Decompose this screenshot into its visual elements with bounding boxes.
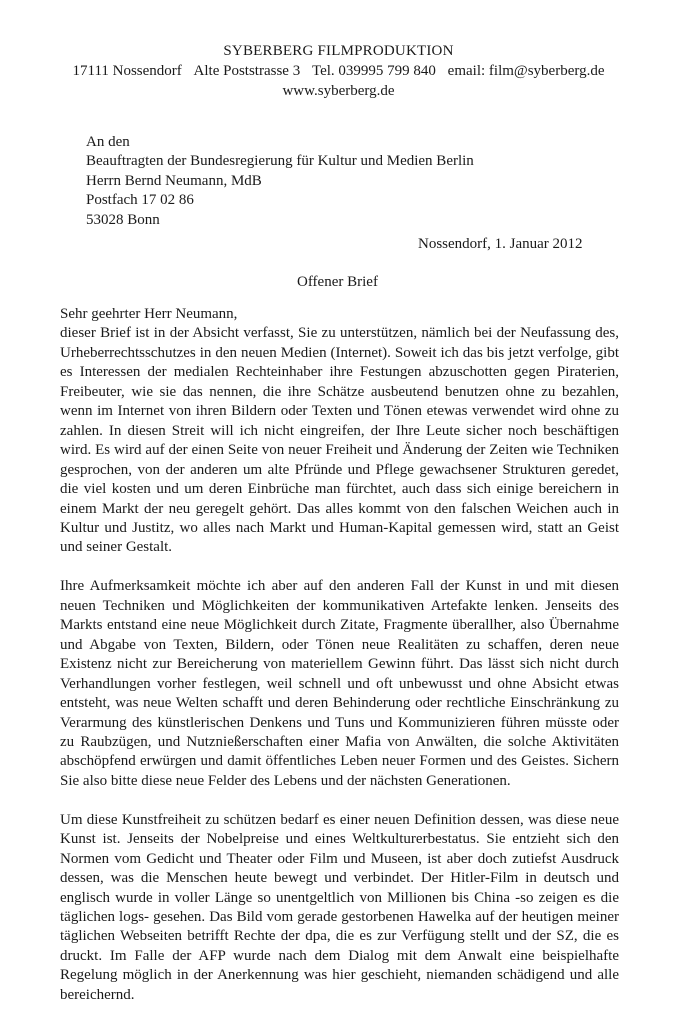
letter-body: [60, 305, 619, 1025]
recipient-line: 53028 Bonn: [86, 211, 160, 228]
body-paragraph-3: Um diese Kunstfreiheit zu schützen bedarf es einer neuen Definition dessen, was diese neue Kunst ist. Jenseits der Nobelpreise und eines Weltkulturerbestatus. Sie entzieht sich den Normen vom Gedicht und Theater oder Film und Museen, ist aber doch zutiefst Ausdruck dessen, was die Menschen heute bewegt und verbindet. Der Hitler-Film in deutsch und englisch wurde in voller Länge so unentgeltlich von Millionen bis China -so zeigen es die täglichen logs- gesehen. Das Bild vom gerade gestorbenen Hawelka auf der heutigen meiner täglichen Webseiten betrifft Rechte der dpa, die es zur Verfügung stellt und der SZ, die es druckt. Im Falle der AFP wurde nach dem Dialog mit dem Anwalt eine beispielhafte Regelung möglich in der Anerkennung was hier geschieht, niemanden schädigend und alle bereichernd.: [60, 811, 619, 1003]
letterhead: [0, 41, 677, 101]
recipient-line: Postfach 17 02 86: [86, 192, 194, 209]
phone-number: Tel. 039995 799 840: [311, 63, 436, 79]
company-address: [0, 61, 677, 81]
recipient-address-block: [86, 133, 474, 230]
recipient-line: Herrn Bernd Neumann, MdB: [86, 172, 262, 189]
company-name: SYBERBERG FILMPRODUKTION: [223, 43, 454, 59]
email-address: email: film@syberberg.de: [447, 63, 605, 79]
salutation: Sehr geehrter Herr Neumann,: [60, 306, 238, 322]
recipient-line: Beauftragten der Bundesregierung für Kultur und Medien Berlin: [86, 153, 474, 170]
website-url: www.syberberg.de: [282, 83, 395, 99]
letter-subject: Offener Brief: [297, 274, 378, 290]
postal-code-city: 17111 Nossendorf: [72, 63, 182, 79]
date-line: Nossendorf, 1. Januar 2012: [418, 236, 583, 252]
body-paragraph-1: dieser Brief ist in der Absicht verfasst, Sie zu unterstützen, nämlich bei der Neufassung des, Urheberrechtsschutzes in den neuen Medien (Internet). Soweit ich das bis jetzt verfolge, gibt es Interessen der medialen Rechteinhaber ihre Festungen abzuschotten gegen Piraterien, Freibeuter, wie sie das nennen, die ihre Schätze ausbeutend benutzen ohne zu bezahlen, wenn im Internet von ihren Bildern oder Texten und Tönen etewas verwendet wird ohne zu zahlen. In diesen Streit will ich nicht eingreifen, der Ihre Leute sicher noch beschäftigen wird. Es wird auf der einen Seite von neuer Freiheit und Änderung der Zeiten wie Techniken gesprochen, von der anderen um alte Pfründe und Pflege gewachsener Strukturen geredet, die viel kosten und um deren Einbrüche man fürchtet, auch dass sich einige bereichern in einem Markt der neu geregelt gehört. Das alles kommt von den falschen Weichen auch in Kultur und Justitz, wo alles nach Markt und Human-Kapital gemessen wird, statt an Geist und seiner Gestalt.: [60, 325, 619, 556]
body-paragraph-2: Ihre Aufmerksamkeit möchte ich aber auf den anderen Fall der Kunst in und mit diesen neuen Techniken und Möglichkeiten der kommunikativen Artefakte lenken. Jenseits des Markts entstand eine neue Möglichkeit durch Zitate, Fragmente überallher, also Übernahme und Abgabe von Texten, Bildern, oder Tönen neue Realitäten zu schaffen, deren neue Existenz nicht zur Bereicherung von materiellem Gewinn führt. Das lässt sich nicht durch Verhandlungen vorher festlegen, weil schnell und oft unbewusst und ohne Absicht etwas entsteht, was neue Welten schafft und deren Behinderung oder rechtliche Einschränkung zu Verarmung des künstlerischen Denkens und Tuns und Kommunizieren führen müsste oder zu Raubzügen, und Nutznießerschaften einer Mafia von Anwälten, die solche Aktivitäten abschöpfend erwürgen und damit öffentliches Leben neuer Formen und des Geistes. Sichern Sie also bitte diese neue Felder des Lebens und der nächsten Generationen.: [60, 578, 619, 789]
street-address: Alte Poststrasse 3: [193, 63, 301, 79]
recipient-line: An den: [86, 134, 130, 150]
